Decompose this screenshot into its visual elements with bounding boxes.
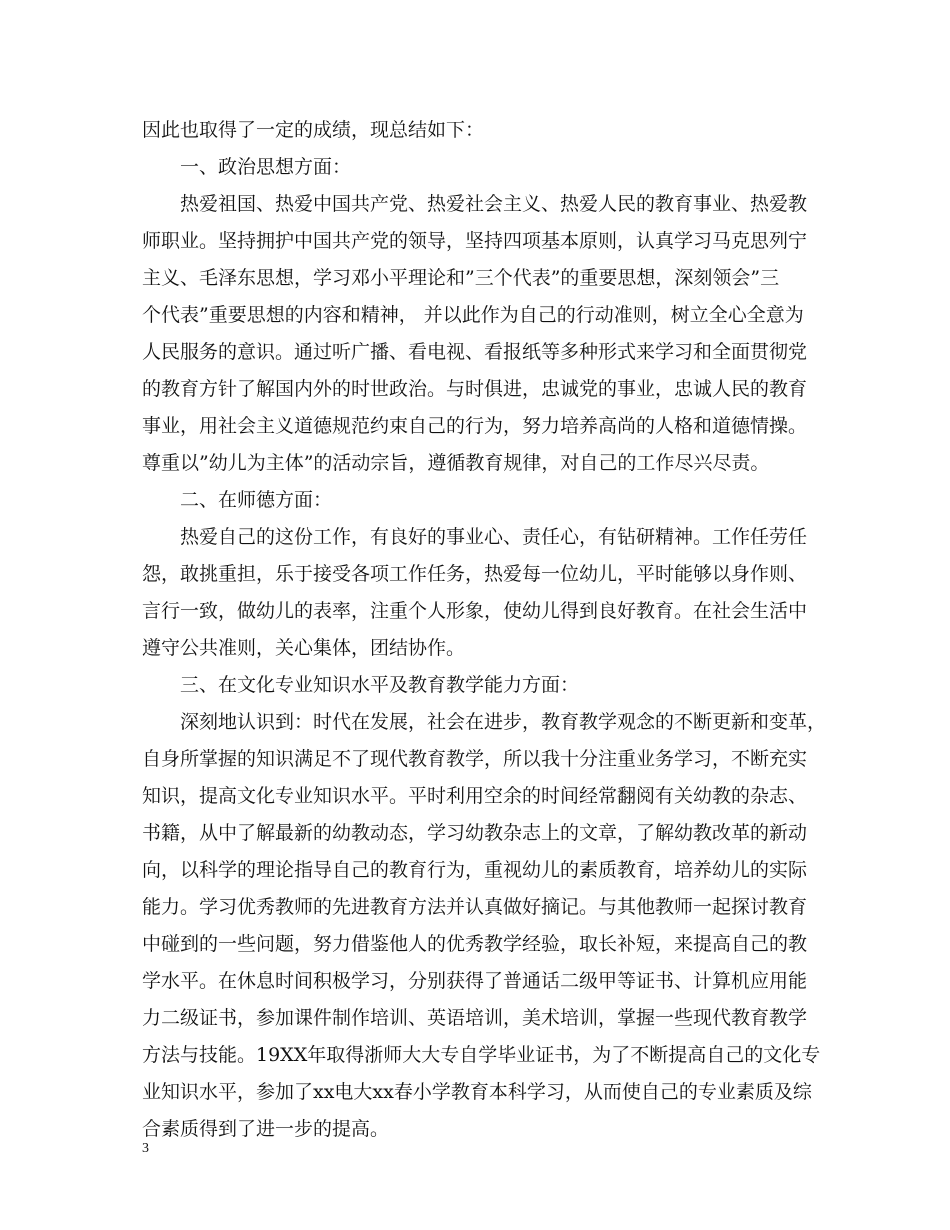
text-line: 向，以科学的理论指导自己的教育行为，重视幼儿的素质教育，培养幼儿的实际	[142, 859, 808, 881]
text-line: 师职业。坚持拥护中国共产党的领导，坚持四项基本原则，认真学习马克思列宁	[142, 230, 808, 252]
text-line: 方法与技能。19XX年取得浙师大大专自学毕业证书，为了不断提高自己的文化专	[142, 1044, 821, 1066]
text-line: 深刻地认识到：时代在发展，社会在进步，教育教学观念的不断更新和变革，	[180, 711, 827, 733]
text-line: 个代表”重要思想的内容和精神， 并以此作为自己的行动准则，树立全心全意为	[142, 304, 804, 326]
text-line: 力二级证书，参加课件制作培训、英语培训，美术培训，掌握一些现代教育教学	[142, 1007, 808, 1029]
text-line: 的教育方针了解国内外的时世政治。与时俱进，忠诚党的事业，忠诚人民的教育	[142, 378, 808, 400]
text-line: 能力。学习优秀教师的先进教育方法并认真做好摘记。与其他教师一起探讨教育	[142, 896, 808, 918]
section-heading-professional: 三、在文化专业知识水平及教育教学能力方面：	[180, 674, 580, 696]
page-number: 3	[142, 1141, 149, 1156]
text-line: 中碰到的一些问题，努力借鉴他人的优秀教学经验，取长补短，来提高自己的教	[142, 933, 808, 955]
text-line: 因此也取得了一定的成绩，现总结如下：	[142, 119, 485, 141]
section-heading-politics: 一、政治思想方面：	[180, 156, 352, 178]
section-heading-ethics: 二、在师德方面：	[180, 489, 333, 511]
text-line: 人民服务的意识。通过听广播、看电视、看报纸等多种形式来学习和全面贯彻党	[142, 341, 808, 363]
text-line: 自身所掌握的知识满足不了现代教育教学，所以我十分注重业务学习，不断充实	[142, 748, 808, 770]
text-line: 怨，敢挑重担，乐于接受各项工作任务，热爱每一位幼儿，平时能够以身作则、	[142, 563, 808, 585]
text-line: 热爱自己的这份工作，有良好的事业心、责任心，有钻研精神。工作任劳任	[180, 526, 808, 548]
text-line: 学水平。在休息时间积极学习，分别获得了普通话二级甲等证书、计算机应用能	[142, 970, 808, 992]
text-line: 事业，用社会主义道德规范约束自己的行为，努力培养高尚的人格和道德情操。	[142, 415, 808, 437]
text-line: 主义、毛泽东思想，学习邓小平理论和”三个代表”的重要思想，深刻领会”三	[142, 267, 780, 289]
text-line: 热爱祖国、热爱中国共产党、热爱社会主义、热爱人民的教育事业、热爱教	[180, 193, 808, 215]
text-line: 尊重以”幼儿为主体”的活动宗旨，遵循教育规律，对自己的工作尽兴尽责。	[142, 452, 770, 474]
text-line: 业知识水平，参加了xx电大xx春小学教育本科学习，从而使自己的专业素质及综	[142, 1081, 812, 1103]
text-line: 遵守公共准则，关心集体，团结协作。	[142, 637, 466, 659]
text-line: 合素质得到了进一步的提高。	[142, 1118, 390, 1140]
text-line: 书籍，从中了解最新的幼教动态，学习幼教杂志上的文章，了解幼教改革的新动	[142, 822, 808, 844]
text-line: 言行一致，做幼儿的表率，注重个人形象，使幼儿得到良好教育。在社会生活中	[142, 600, 808, 622]
text-line: 知识，提高文化专业知识水平。平时利用空余的时间经常翻阅有关幼教的杂志、	[142, 785, 808, 807]
